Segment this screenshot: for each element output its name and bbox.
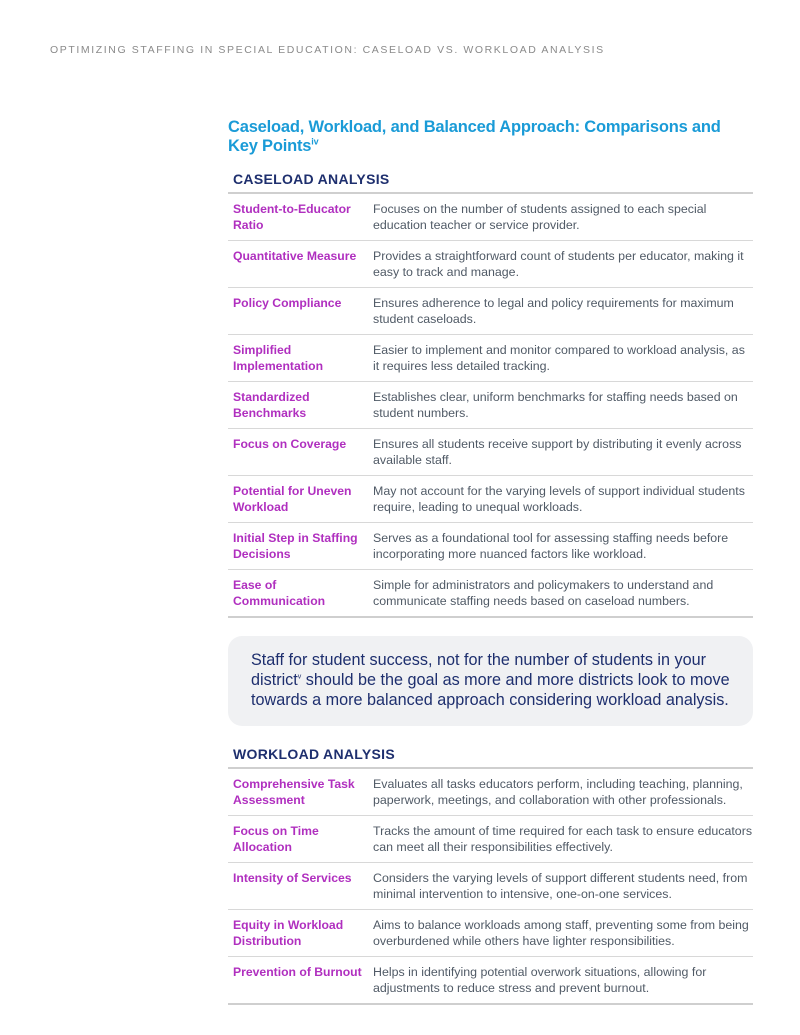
row-description: Tracks the amount of time required for each task to ensure educators can meet all their responsibilities effectively. bbox=[373, 824, 753, 854]
row-description: Considers the varying levels of support different students need, from minimal intervention to intensive, one-on-one services. bbox=[373, 871, 748, 901]
row-description: Aims to balance workloads among staff, preventing some from being overburdened while others have lighter responsibilities. bbox=[373, 918, 749, 948]
row-term: Quantitative Measure bbox=[233, 249, 357, 263]
table-row bbox=[228, 429, 753, 476]
table-row bbox=[228, 194, 753, 241]
row-term: Comprehensive Task Assessment bbox=[233, 777, 355, 807]
callout-footnote-marker: v bbox=[297, 673, 302, 681]
callout-text-end: should be the goal as more and more districts look to move towards a more balanced approach considering workload analysis. bbox=[251, 671, 730, 709]
page-title-text: Caseload, Workload, and Balanced Approach: Comparisons and Key Points bbox=[228, 118, 721, 155]
table-row bbox=[228, 288, 753, 335]
row-description: Provides a straightforward count of students per educator, making it easy to track and manage. bbox=[373, 249, 744, 279]
main-content bbox=[228, 118, 753, 1005]
row-term: Student-to-Educator Ratio bbox=[233, 202, 351, 232]
table-row bbox=[228, 523, 753, 570]
workload-table bbox=[228, 769, 753, 1005]
row-description: Helps in identifying potential overwork situations, allowing for adjustments to reduce stress and prevent burnout. bbox=[373, 965, 707, 995]
table-row bbox=[228, 957, 753, 1005]
row-term: Ease of Communication bbox=[233, 578, 326, 608]
page-title bbox=[228, 118, 753, 156]
row-description: Easier to implement and monitor compared to workload analysis, as it requires less detailed tracking. bbox=[373, 343, 745, 373]
table-row bbox=[228, 382, 753, 429]
row-term: Focus on Time Allocation bbox=[233, 824, 319, 854]
callout-text-start: Staff for student success, not for the number of students in your district bbox=[251, 651, 706, 689]
title-footnote-marker: iv bbox=[311, 136, 319, 147]
row-description: Simple for administrators and policymakers to understand and communicate staffing needs based on caseload numbers. bbox=[373, 578, 714, 608]
caseload-section-heading: CASELOAD ANALYSIS bbox=[228, 171, 753, 194]
table-row bbox=[228, 863, 753, 910]
row-term: Standardized Benchmarks bbox=[233, 390, 310, 420]
table-row bbox=[228, 241, 753, 288]
row-term: Policy Compliance bbox=[233, 296, 342, 310]
table-row bbox=[228, 570, 753, 618]
row-description: Focuses on the number of students assigned to each special education teacher or service provider. bbox=[373, 202, 707, 232]
row-description: Evaluates all tasks educators perform, including teaching, planning, paperwork, meetings, and collaboration with other professionals. bbox=[373, 777, 743, 807]
row-description: Ensures adherence to legal and policy requirements for maximum student caseloads. bbox=[373, 296, 734, 326]
caseload-table bbox=[228, 194, 753, 618]
row-term: Intensity of Services bbox=[233, 871, 352, 885]
table-row bbox=[228, 769, 753, 816]
row-description: May not account for the varying levels of support individual students require, leading to unequal workloads. bbox=[373, 484, 745, 514]
row-term: Simplified Implementation bbox=[233, 343, 324, 373]
row-term: Equity in Workload Distribution bbox=[233, 918, 344, 948]
table-row bbox=[228, 335, 753, 382]
row-description: Ensures all students receive support by distributing it evenly across available staff. bbox=[373, 437, 742, 467]
running-header: OPTIMIZING STAFFING IN SPECIAL EDUCATION: CASELOAD VS. WORKLOAD ANALYSIS bbox=[50, 44, 605, 56]
table-row bbox=[228, 476, 753, 523]
table-row bbox=[228, 910, 753, 957]
row-term: Focus on Coverage bbox=[233, 437, 347, 451]
row-term: Initial Step in Staffing Decisions bbox=[233, 531, 358, 561]
workload-section-heading: WORKLOAD ANALYSIS bbox=[228, 746, 753, 769]
row-description: Serves as a foundational tool for assessing staffing needs before incorporating more nuanced factors like workload. bbox=[373, 531, 729, 561]
row-term: Potential for Uneven Workload bbox=[233, 484, 352, 514]
callout-box bbox=[228, 636, 753, 726]
row-term: Prevention of Burnout bbox=[233, 965, 362, 979]
table-row bbox=[228, 816, 753, 863]
row-description: Establishes clear, uniform benchmarks for staffing needs based on student numbers. bbox=[373, 390, 738, 420]
